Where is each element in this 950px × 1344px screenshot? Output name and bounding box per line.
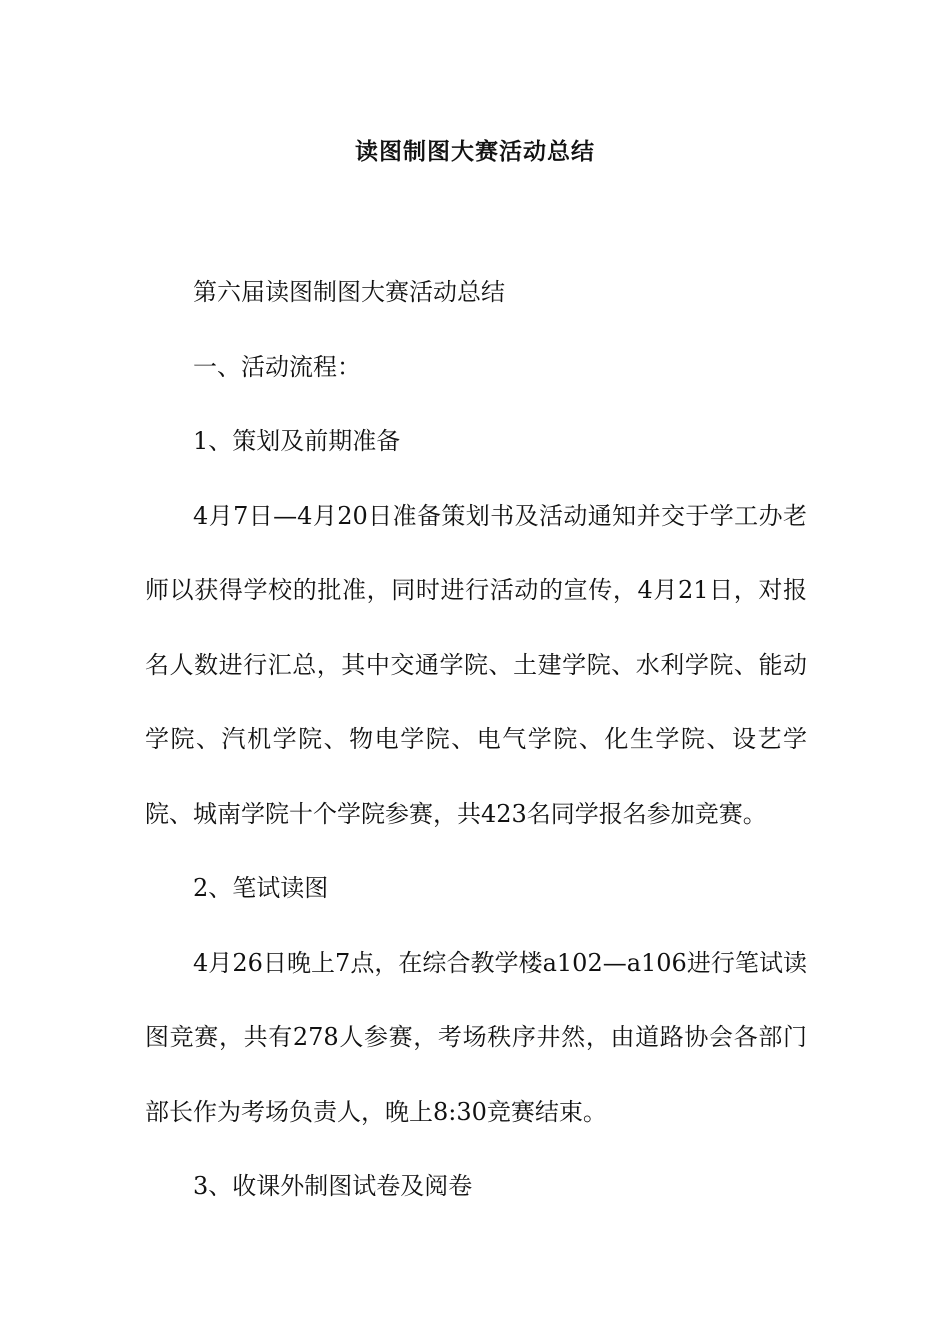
paragraph-step-1-heading: 1、策划及前期准备 (193, 427, 401, 455)
paragraph-step-2-body: 4月26日晚上7点，在综合教学楼a102—a106进行笔试读图竞赛，共有278人参赛，考场秩序井然，由道路协会各部门部长作为考场负责人，晚上8:30竞赛结束。 (145, 948, 807, 1126)
document-title: 读图制图大赛活动总结 (355, 139, 595, 165)
paragraph-subtitle: 第六届读图制图大赛活动总结 (193, 278, 505, 306)
paragraph-step-3-heading: 3、收课外制图试卷及阅卷 (193, 1172, 473, 1200)
document-body (145, 255, 807, 1224)
paragraph-step-1-body: 4月7日—4月20日准备策划书及活动通知并交于学工办老师以获得学校的批准，同时进行活动的宣传，4月21日，对报名人数进行汇总，其中交通学院、土建学院、水利学院、能动学院、汽机学院、物电学院、电气学院、化生学院、设艺学院、城南学院十个学院参赛，共423名同学报名参加竞赛。 (145, 501, 807, 828)
paragraph-section-heading: 一、活动流程： (193, 352, 361, 381)
paragraph-step-2-heading: 2、笔试读图 (193, 874, 329, 902)
